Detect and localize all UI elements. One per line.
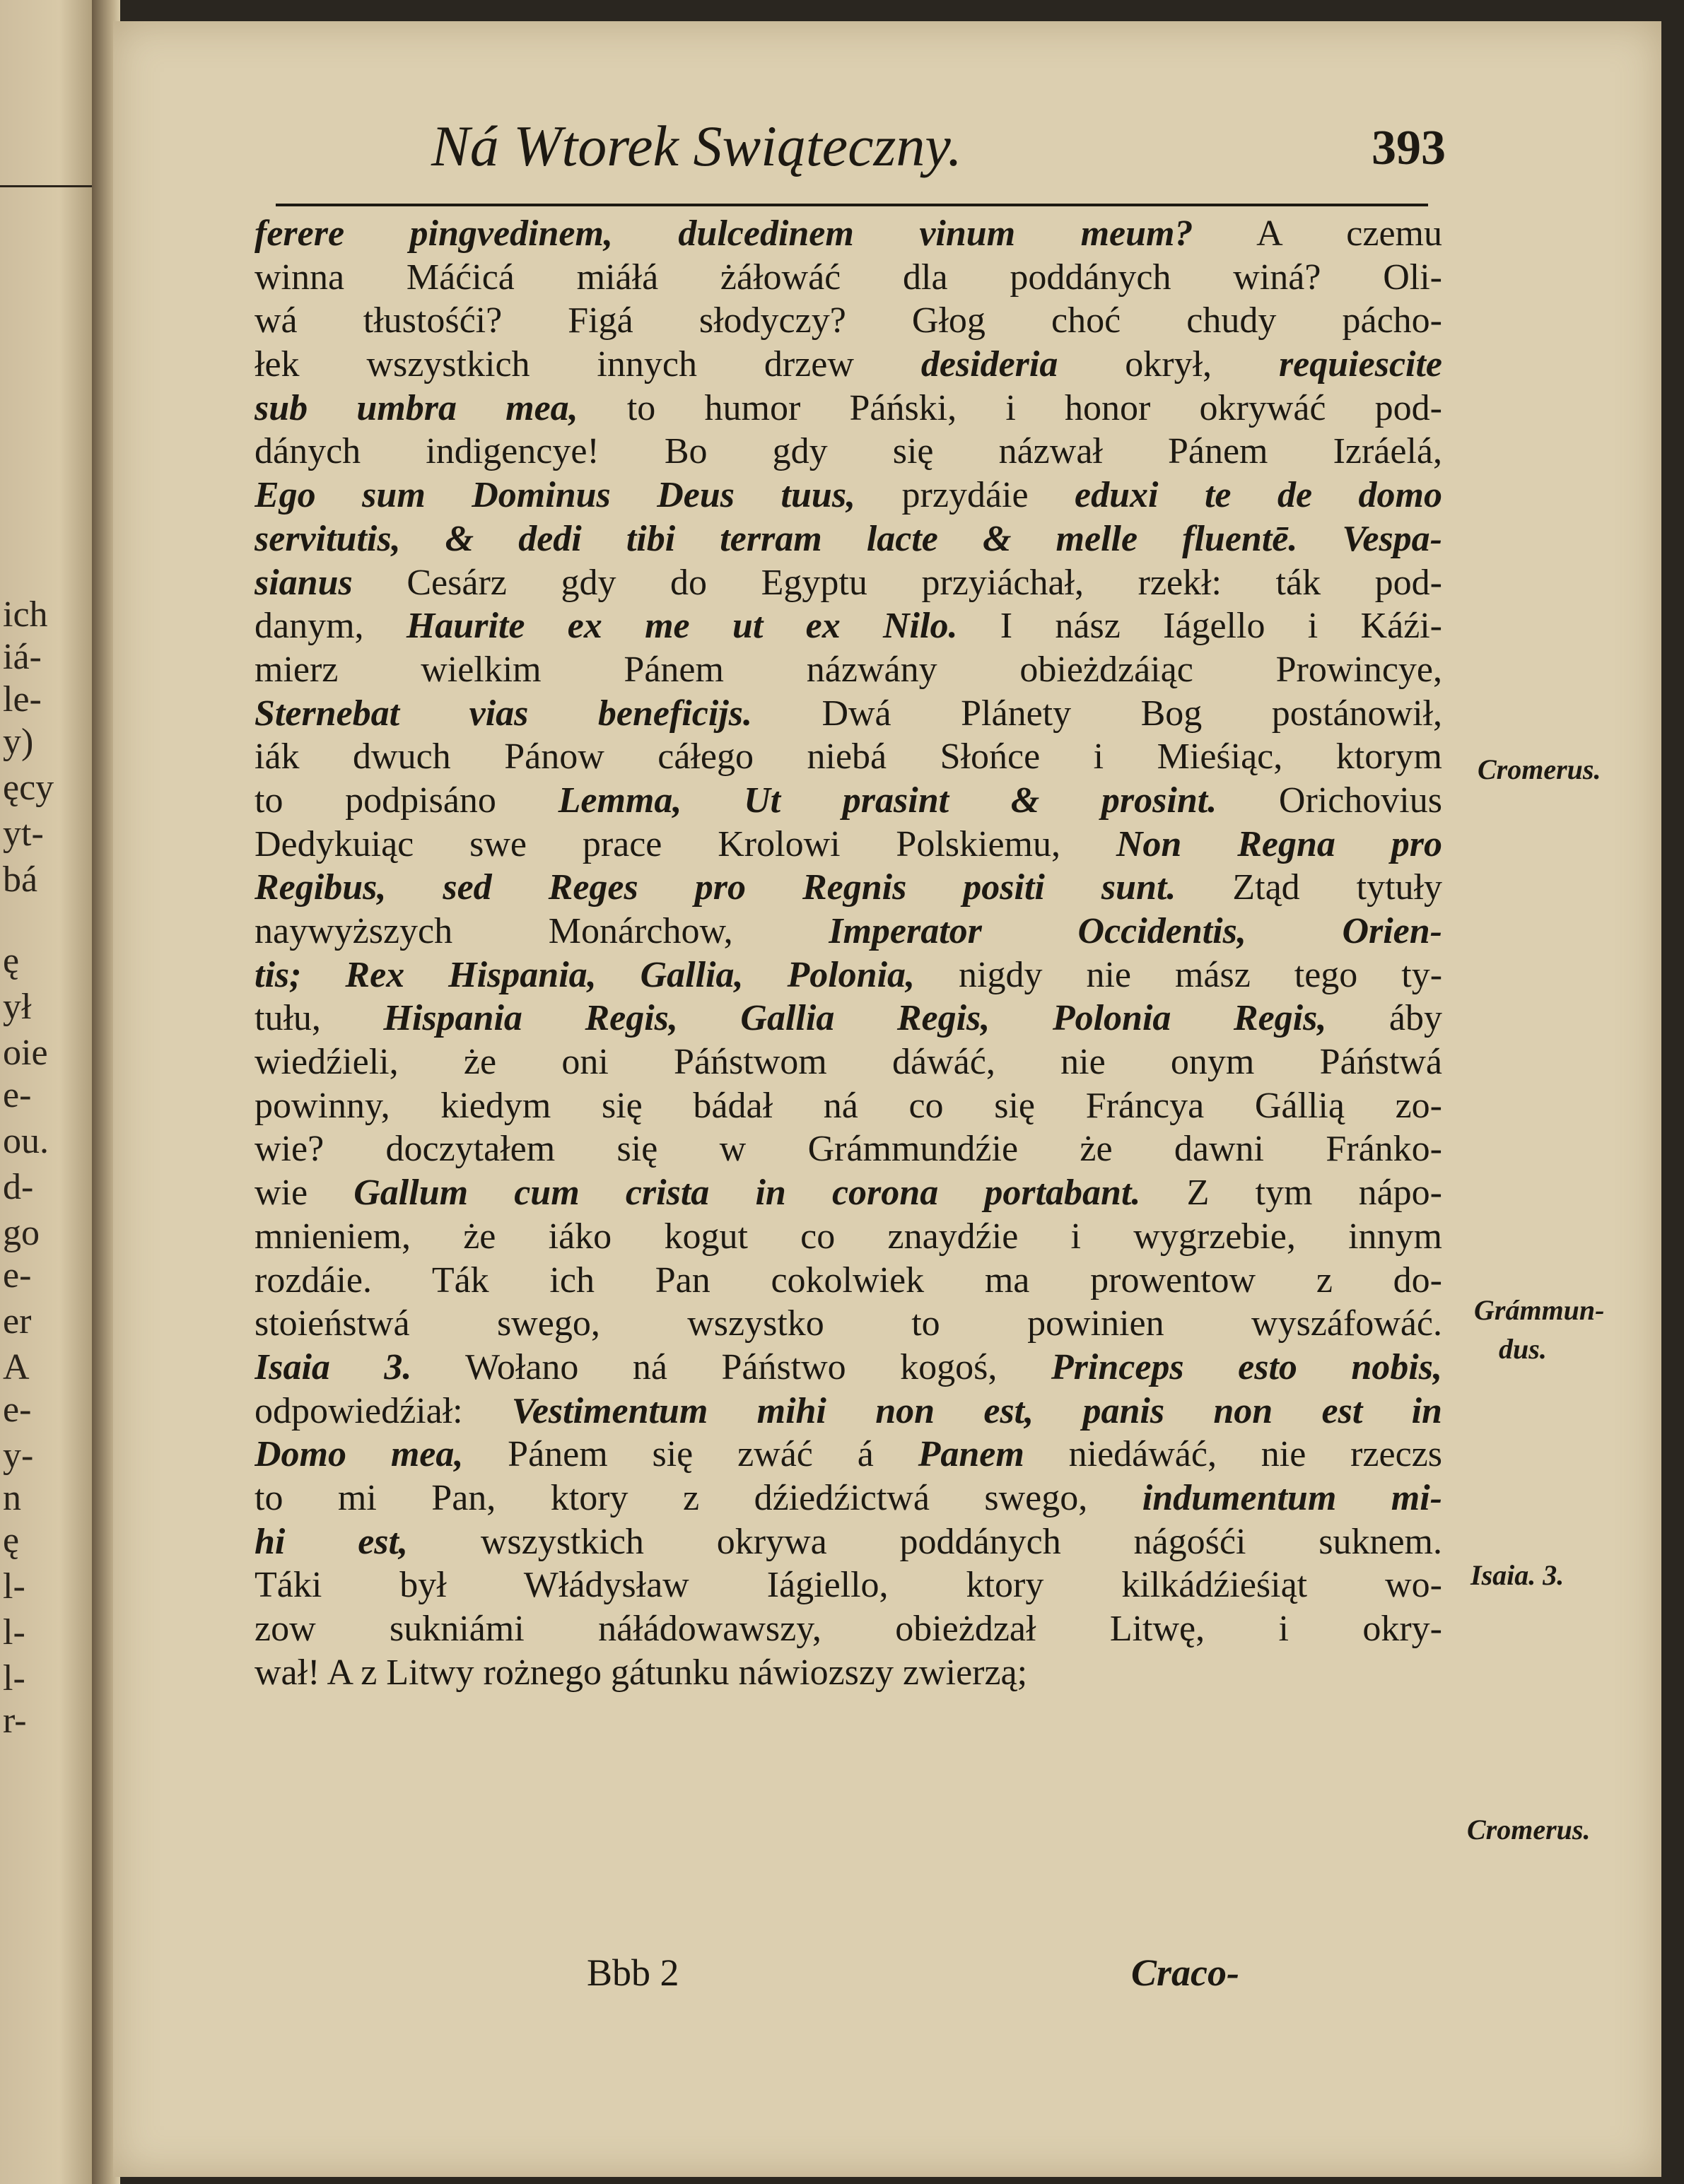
text-line — [255, 1259, 1442, 1303]
text-segment: Isaia 3. — [255, 1346, 412, 1387]
text-segment: indumentum mi- — [1142, 1477, 1442, 1518]
text-segment: to podpisáno — [255, 780, 559, 821]
left-page-fragment: A — [3, 1347, 30, 1387]
text-segment: Panem — [918, 1434, 1024, 1475]
text-segment: Z tym nápo- — [1140, 1173, 1442, 1214]
text-segment: łek wszystkich innych drzew — [255, 344, 921, 385]
margin-note-isaia: Isaia. 3. — [1470, 1559, 1565, 1591]
text-segment: wał! A z Litwy rożnego gátunku náwiozszy zwierzą; — [255, 1652, 1028, 1693]
text-line — [255, 1040, 1442, 1084]
left-page-fragment: ył — [3, 987, 32, 1027]
text-line — [255, 823, 1442, 867]
text-segment: Dedykuiąc swe prace Krolowi Polskiemu, — [255, 823, 1116, 864]
text-line — [255, 953, 1442, 997]
text-line — [255, 1171, 1442, 1215]
margin-note-cromerus-2: Cromerus. — [1467, 1814, 1591, 1845]
text-segment: Pánem się zwáć á — [463, 1434, 918, 1475]
left-page-edge — [0, 0, 99, 2184]
text-segment: wszystkich okrywa poddánych nágośći suknem. — [407, 1521, 1442, 1562]
text-line — [255, 997, 1442, 1040]
page-number: 393 — [1372, 121, 1446, 175]
text-line — [255, 387, 1442, 430]
text-line — [255, 1084, 1442, 1128]
left-page-fragment: ę — [3, 1520, 20, 1561]
text-segment: naywyższych Monárchow, — [255, 911, 829, 951]
left-page-fragment: d- — [3, 1167, 34, 1207]
text-line — [255, 866, 1442, 910]
text-line — [255, 517, 1442, 561]
running-header: Ná Wtorek Swiąteczny. — [431, 114, 962, 178]
text-line — [255, 1215, 1442, 1259]
text-segment: Haurite ex me ut ex Nilo. — [406, 606, 958, 647]
text-segment: Regibus, sed Reges pro Regnis positi sunt. — [255, 867, 1176, 908]
text-segment: Ztąd tytuły — [1176, 867, 1442, 908]
text-segment: nigdy nie mász tego ty- — [915, 954, 1442, 995]
left-page-fragment: bá — [3, 859, 38, 900]
left-page-fragment: n — [3, 1478, 21, 1518]
text-line — [255, 1476, 1442, 1520]
text-segment: to mi Pan, ktory z dźiedźictwá swego, — [255, 1477, 1142, 1518]
left-page-fragment: er — [3, 1301, 32, 1341]
left-page-fragment: l- — [3, 1658, 25, 1698]
text-segment: to humor Páński, i honor okrywáć pod- — [578, 387, 1442, 428]
text-segment: stoieństwá swego, wszystko to powinien wyszáfowáć. — [255, 1303, 1442, 1344]
text-line — [255, 1607, 1442, 1651]
text-segment: A czemu — [1193, 213, 1442, 254]
text-segment: wá tłustośći? Figá słodyczy? Głog choć chudy pácho- — [255, 300, 1442, 341]
text-segment: sub umbra mea, — [255, 387, 578, 428]
margin-note-cromerus-1: Cromerus. — [1478, 753, 1601, 785]
text-segment: eduxi te de domo — [1075, 475, 1442, 516]
text-line — [255, 212, 1442, 256]
text-segment: odpowiedźiał: — [255, 1390, 512, 1431]
text-segment: tis; Rex Hispania, Gallia, Polonia, — [255, 954, 916, 995]
left-page-fragment: l- — [3, 1612, 25, 1652]
text-segment: zow sukniámi náłádowawszy, obieżdzał Litwę, i okry- — [255, 1609, 1442, 1649]
text-line — [255, 1127, 1442, 1171]
text-line — [255, 1563, 1442, 1607]
book-page — [113, 21, 1661, 2177]
text-segment: áby — [1326, 998, 1442, 1039]
text-line — [255, 735, 1442, 779]
text-segment: mierz wielkim Pánem názwány obieżdzáiąc Prowincye, — [255, 649, 1442, 690]
text-segment: Wołano ná Páństwo kogoś, — [411, 1346, 1051, 1387]
text-segment: iák dwuch Pánow cáłego niebá Słońce i Mieśiąc, ktorym — [255, 736, 1442, 777]
text-segment: ferere pingvedinem, dulcedinem vinum meum? — [255, 213, 1193, 254]
text-segment: Sternebat vias beneficijs. — [255, 693, 752, 734]
text-segment: Non Regna pro — [1116, 823, 1442, 864]
text-segment: Ego sum Dominus Deus tuus, — [255, 475, 856, 516]
text-line — [255, 1302, 1442, 1346]
text-segment: niedáwáć, nie rzeczs — [1024, 1434, 1442, 1475]
text-line — [255, 1651, 1442, 1695]
text-line — [255, 1520, 1442, 1564]
text-segment: Orichovius — [1217, 780, 1442, 821]
left-page-fragment: r- — [3, 1701, 27, 1741]
main-text — [255, 212, 1442, 1694]
text-segment: Hispania Regis, Gallia Regis, Polonia Regis, — [383, 998, 1327, 1039]
left-page-fragment: yt- — [3, 814, 44, 854]
text-segment: Táki był Włádysław Iágiello, ktory kilkádźieśiąt wo- — [255, 1565, 1442, 1606]
left-page-fragment: le- — [3, 679, 42, 720]
left-page-fragment: go — [3, 1213, 40, 1253]
left-page-fragment: e- — [3, 1255, 32, 1296]
text-segment: okrył, — [1058, 344, 1279, 385]
text-line — [255, 692, 1442, 736]
left-page-fragment: e- — [3, 1390, 32, 1430]
text-segment: rozdáie. Ták ich Pan cokolwiek ma prowentow z do- — [255, 1260, 1442, 1301]
text-segment: Gallum cum crista in corona portabant. — [353, 1173, 1141, 1214]
text-segment: sianus — [255, 562, 353, 603]
text-line — [255, 1390, 1442, 1433]
text-segment: danym, — [255, 606, 407, 647]
left-page-fragment: ich — [3, 594, 48, 635]
text-line — [255, 256, 1442, 300]
left-page-fragment: e- — [3, 1075, 32, 1115]
left-page-fragment: ęcy — [3, 768, 54, 808]
text-segment: mnieniem, że iáko kogut co znaydźie i wygrzebie, innym — [255, 1216, 1442, 1257]
text-segment: tułu, — [255, 998, 384, 1039]
text-segment: Imperator Occidentis, Orien- — [829, 911, 1442, 951]
text-segment: desideria — [920, 344, 1058, 385]
catchword: Craco- — [1131, 1951, 1239, 1994]
text-segment: Domo mea, — [255, 1434, 464, 1475]
text-line — [255, 1346, 1442, 1390]
text-line — [255, 1433, 1442, 1476]
text-segment: servitutis, & dedi tibi terram lacte & melle fluentē. Vespa- — [255, 518, 1442, 559]
margin-note-grammundus-cont: dus. — [1499, 1333, 1547, 1365]
text-segment: Cesárz gdy do Egyptu przyiáchał, rzekł: ták pod- — [352, 562, 1442, 603]
header-rule — [276, 204, 1428, 206]
text-segment: Vestimentum mihi non est, panis non est in — [511, 1390, 1442, 1431]
text-segment: I nász Iágello i Káźi- — [957, 606, 1442, 647]
text-line — [255, 561, 1442, 605]
text-line — [255, 779, 1442, 823]
text-segment: wie? doczytałem się w Grámmundźie że dawni Fránko- — [255, 1129, 1442, 1170]
text-segment: Princeps esto nobis, — [1051, 1346, 1442, 1387]
left-page-fragment: ę — [3, 941, 20, 981]
left-page-fragment: y- — [3, 1436, 34, 1476]
left-page-fragment: ou. — [3, 1121, 49, 1161]
text-line — [255, 343, 1442, 387]
text-segment: winna Máćicá miáłá żáłowáć dla poddánych winá? Oli- — [255, 257, 1442, 298]
left-page-rule — [0, 185, 92, 187]
text-segment: Lemma, Ut prasint & prosint. — [558, 780, 1217, 821]
text-line — [255, 910, 1442, 953]
text-line — [255, 648, 1442, 692]
text-segment: wie — [255, 1173, 354, 1214]
text-line — [255, 299, 1442, 343]
text-segment: przydáie — [855, 475, 1075, 516]
text-segment: requiescite — [1278, 344, 1442, 385]
text-line — [255, 430, 1442, 474]
text-line — [255, 474, 1442, 517]
left-page-fragment: iá- — [3, 637, 42, 677]
left-page-fragment: y) — [3, 722, 34, 762]
text-segment: Dwá Plánety Bog postánowił, — [752, 693, 1442, 734]
text-line — [255, 604, 1442, 648]
text-segment: powinny, kiedym się bádał ná co się Fráncya Gállią zo- — [255, 1085, 1442, 1126]
text-segment: hi est, — [255, 1521, 408, 1562]
margin-note-grammundus: Grámmun- — [1474, 1294, 1605, 1326]
text-segment: dánych indigencye! Bo gdy się názwał Pánem Izráelá, — [255, 431, 1442, 472]
left-page-fragment: oie — [3, 1033, 48, 1073]
signature-mark: Bbb 2 — [587, 1951, 679, 1994]
left-page-fragment: l- — [3, 1566, 25, 1607]
text-segment: wiedźieli, że oni Páństwom dáwáć, nie onym Páństwá — [255, 1042, 1442, 1083]
